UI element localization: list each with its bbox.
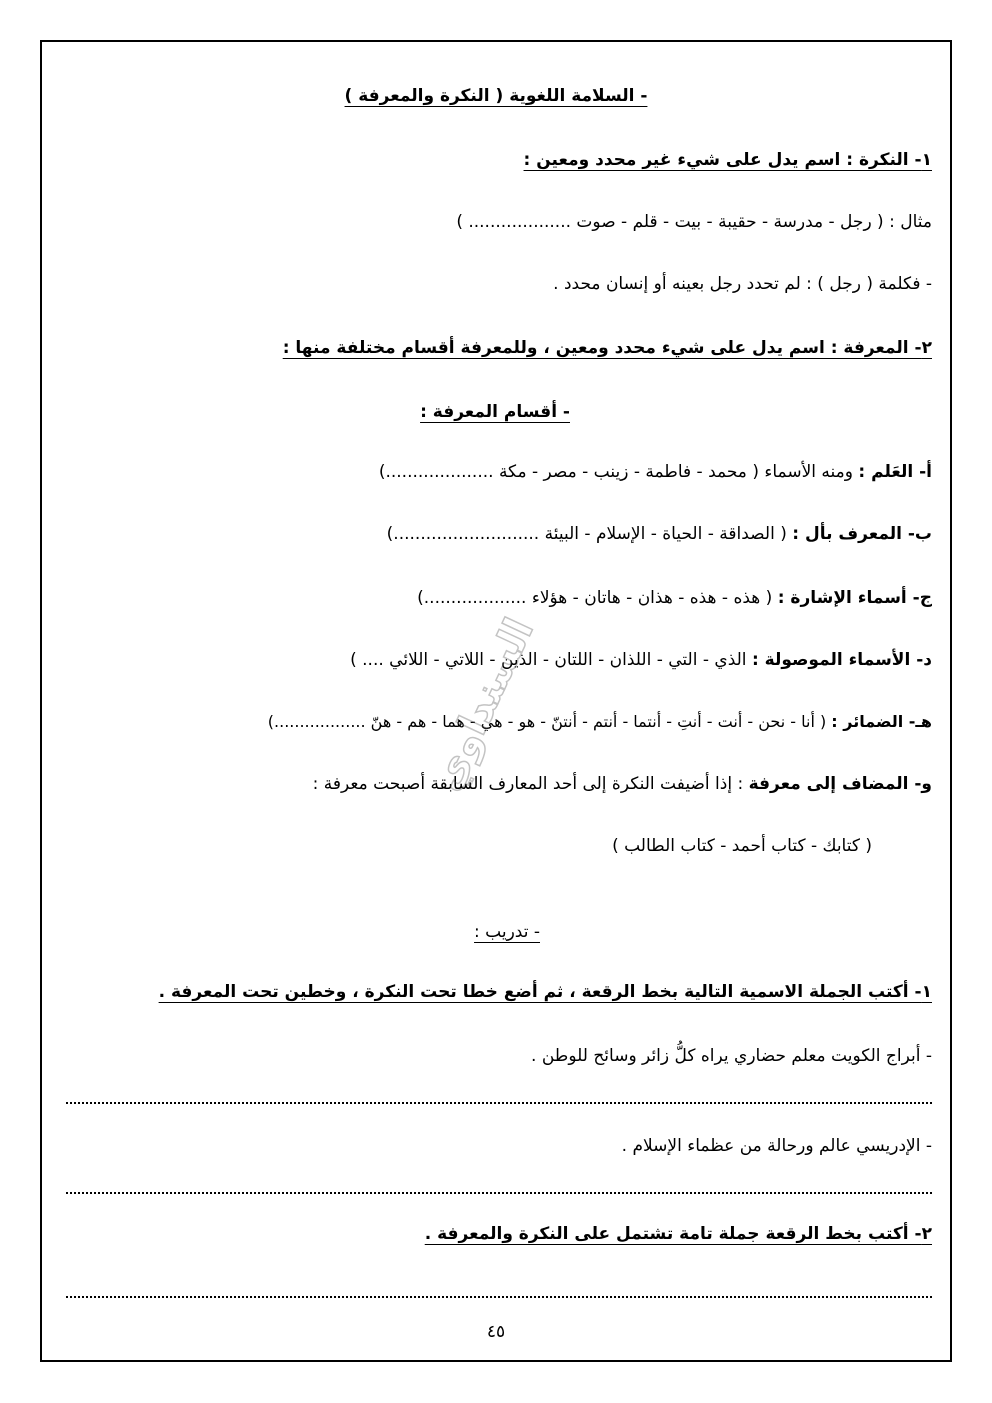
item-text: ( أنا - نحن - أنت - أنتِ - أنتما - أنتم - أنتنّ - هو - هي - هما - هم - هنّ ..................) [267,712,832,731]
marifa-heading: ٢- المعرفة : اسم يدل على شيء محدد ومعين ، وللمعرفة أقسام مختلفة منها : [282,338,932,358]
nakira-explanation: - فكلمة ( رجل ) : لم تحدد رجل بعينه أو إنسان محدد . [553,274,932,294]
marifa-item [379,460,932,484]
training-question-2: ٢- أكتب بخط الرقعة جملة تامة تشتمل على النكرة والمعرفة . [424,1224,932,1244]
item-text: ومنه الأسماء ( محمد - فاطمة - زينب - مصر - مكة ....................) [378,462,859,482]
page-number: ٤٥ [486,1322,506,1342]
answer-line [66,1192,932,1194]
nakira-example: مثال : ( رجل - مدرسة - حقيبة - بيت - قلم - صوت ................... ) [456,212,932,232]
item-label: هـ- الضمائر : [831,712,932,731]
item-label: أ- العَلم : [858,462,932,482]
marifa-item [268,710,932,734]
item-label: د- الأسماء الموصولة : [751,650,932,670]
item-text: ( الصداقة - الحياة - الإسلام - البيئة ...........................) [386,524,793,544]
training-sentence-2: - الإدريسي عالم ورحالة من عظماء الإسلام . [621,1136,932,1156]
page-title: - السلامة اللغوية ( النكرة والمعرفة ) [344,86,648,106]
watermark-text: السنداوي [423,611,543,798]
marifa-item [313,772,932,796]
training-question-1: ١- أكتب الجملة الاسمية التالية بخط الرقعة ، ثم أضع خطا تحت النكرة ، وخطين تحت المعرفة . [158,982,932,1002]
item-text: الذي - التي - اللذان - اللتان - الذين - اللاتي - اللائي .... ) [350,650,752,670]
item-label: ب- المعرف بأل : [792,524,932,544]
training-title: - تدريب : [474,922,540,942]
marifa-item [387,522,932,546]
watermark-logo [410,600,580,820]
item-text: ( هذه - هذه - هذان - هاتان - هؤلاء ...................) [417,588,778,608]
training-sentence-1: - أبراج الكويت معلم حضاري يراه كلُّ زائر وسائح للوطن . [531,1046,932,1066]
answer-line [66,1296,932,1298]
item-label: و- المضاف إلى معرفة [748,774,932,794]
item-text: : إذا أضيفت النكرة إلى أحد المعارف السابقة أصبحت معرفة : [312,774,749,794]
answer-line [66,1102,932,1104]
item-label: ج- أسماء الإشارة : [777,588,932,608]
marifa-sections-title: - أقسام المعرفة : [420,402,570,422]
nakira-heading: ١- النكرة : اسم يدل على شيء غير محدد ومعين : [523,150,932,170]
marifa-examples-line: ( كتابك - كتاب أحمد - كتاب الطالب ) [612,836,872,856]
